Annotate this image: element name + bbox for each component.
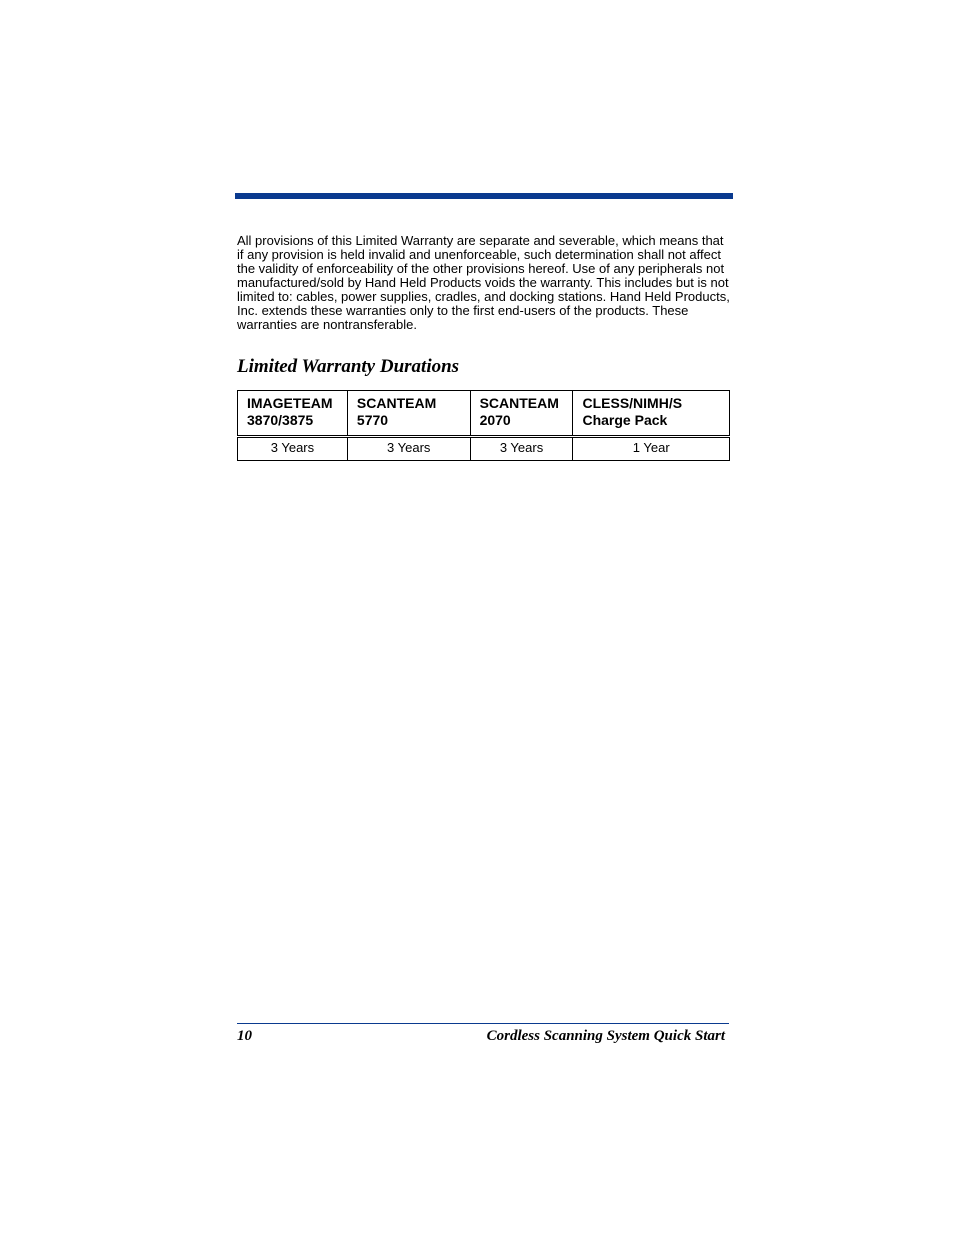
warranty-paragraph: All provisions of this Limited Warranty are separate and severable, which means that if any provision is held invalid and unenforceable, such determination shall not affect the validity of enforceability of the other provisions hereof. Use of any peripherals not manufactured/sold by Hand Held Products voids the warranty. This includes but is not limited to: cables, power supplies, cradles, and docking stations. Hand Held Products, Inc. extends these warranties only to the first end-users of the products. These warranties are nontransferable. (237, 233, 730, 332)
table-row (238, 437, 730, 461)
table-header-cell: SCANTEAM 2070 (470, 391, 573, 437)
table-cell: 3 Years (238, 437, 348, 461)
page-number: 10 (237, 1028, 252, 1044)
table-header-row (238, 391, 730, 437)
table-header-cell: CLESS/NIMH/S Charge Pack (573, 391, 730, 437)
header-rule (235, 193, 733, 199)
section-title: Limited Warranty Durations (237, 356, 460, 377)
table-header-cell: SCANTEAM 5770 (347, 391, 470, 437)
footer-rule (237, 1023, 729, 1024)
table-cell: 1 Year (573, 437, 730, 461)
table-cell: 3 Years (470, 437, 573, 461)
table-cell: 3 Years (347, 437, 470, 461)
warranty-durations-table (237, 390, 730, 461)
footer-doc-title: Cordless Scanning System Quick Start (486, 1028, 725, 1044)
table-header-cell: IMAGETEAM 3870/3875 (238, 391, 348, 437)
